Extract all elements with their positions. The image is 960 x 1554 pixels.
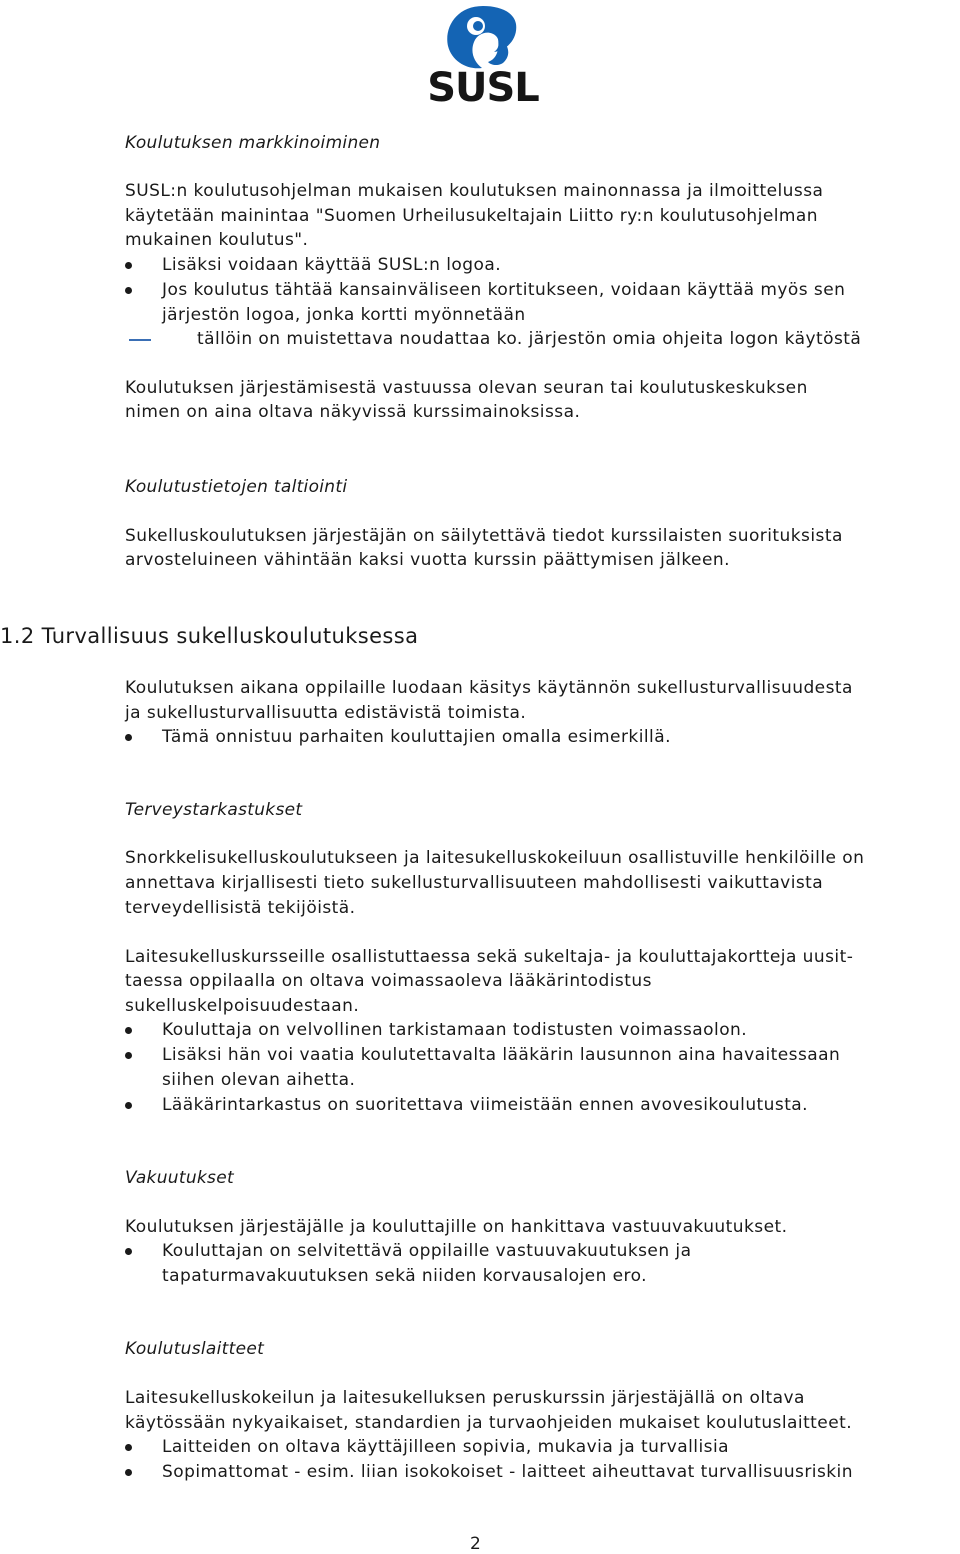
list-item-text-continued: järjestön logoa, jonka kortti myönnetään xyxy=(162,305,526,325)
list-item-text: Jos koulutus tähtää kansainväliseen kortitukseen, voidaan käyttää myös sen xyxy=(162,280,846,300)
section-title-equipment: Koulutuslaitteet xyxy=(125,1339,265,1359)
paragraph-line: Koulutuksen aikana oppilaille luodaan käsitys käytännön sukellusturvallisuudesta xyxy=(125,678,853,698)
logo-text: SUSL xyxy=(427,65,539,111)
section-heading-safety: 1.2 Turvallisuus sukelluskoulutuksessa xyxy=(0,624,419,648)
bullet-icon xyxy=(125,1027,132,1034)
list-item-text: Lääkärintarkastus on suoritettava viimeistään ennen avovesikoulutusta. xyxy=(162,1095,809,1115)
dash-icon xyxy=(129,339,151,341)
bullet-icon xyxy=(125,1469,132,1476)
paragraph-line: Koulutuksen järjestämisestä vastuussa olevan seuran tai koulutuskeskuksen xyxy=(125,378,808,398)
paragraph-line: käytetään mainintaa "Suomen Urheilusukeltajain Liitto ry:n koulutusohjelman xyxy=(125,206,819,226)
list-item-text: Kouluttajan on selvitettävä oppilaille vastuuvakuutuksen ja xyxy=(162,1241,692,1261)
paragraph-line: SUSL:n koulutusohjelman mukaisen koulutuksen mainonnassa ja ilmoittelussa xyxy=(125,181,824,201)
list-item-text-continued: siihen olevan aihetta. xyxy=(162,1070,356,1090)
list-item-text: Sopimattomat - esim. liian isokokoiset - laitteet aiheuttavat turvallisuusriskin xyxy=(162,1462,853,1482)
bullet-icon xyxy=(125,1248,132,1255)
paragraph-line: taessa oppilaalla on oltava voimassaoleva lääkärintodistus xyxy=(125,971,652,991)
bullet-icon xyxy=(125,1102,132,1109)
list-item-text-continued: tapaturmavakuutuksen sekä niiden korvausalojen ero. xyxy=(162,1266,648,1286)
list-item-text: Kouluttaja on velvollinen tarkistamaan todistusten voimassaolon. xyxy=(162,1020,748,1040)
paragraph-line: Snorkkelisukelluskoulutukseen ja laitesukelluskokeiluun osallistuville henkilöille on xyxy=(125,848,865,868)
paragraph-line: Sukelluskoulutuksen järjestäjän on säilytettävä tiedot kurssilaisten suorituksista xyxy=(125,526,843,546)
paragraph-line: nimen on aina oltava näkyvissä kurssimainoksissa. xyxy=(125,402,581,422)
susl-logo xyxy=(416,2,550,111)
paragraph-line: sukelluskelpoisuudestaan. xyxy=(125,996,360,1016)
bullet-icon xyxy=(125,287,132,294)
bullet-icon xyxy=(125,1052,132,1059)
susl-logo-emblem-icon xyxy=(416,2,550,72)
paragraph-line: annettava kirjallisesti tieto sukellusturvallisuuteen mahdollisesti vaikuttavista xyxy=(125,873,824,893)
list-item-text: Laitteiden on oltava käyttäjilleen sopivia, mukavia ja turvallisia xyxy=(162,1437,729,1457)
bullet-icon xyxy=(125,734,132,741)
sub-list-item-text: tällöin on muistettava noudattaa ko. järjestön omia ohjeita logon käytöstä xyxy=(197,329,862,349)
section-title-health: Terveystarkastukset xyxy=(125,800,303,820)
paragraph-line: arvosteluineen vähintään kaksi vuotta kurssin päättymisen jälkeen. xyxy=(125,550,730,570)
paragraph-line: käytössään nykyaikaiset, standardien ja turvaohjeiden mukaiset koulutuslaitteet. xyxy=(125,1413,853,1433)
page-number: 2 xyxy=(470,1534,481,1554)
section-title-marketing: Koulutuksen markkinoiminen xyxy=(125,133,381,153)
bullet-icon xyxy=(125,1444,132,1451)
paragraph-line: Laitesukelluskursseille osallistuttaessa sekä sukeltaja- ja kouluttajakortteja uusit- xyxy=(125,947,854,967)
paragraph-line: Laitesukelluskokeilun ja laitesukelluksen peruskurssin järjestäjällä on oltava xyxy=(125,1388,805,1408)
bullet-icon xyxy=(125,262,132,269)
paragraph-line: mukainen koulutus". xyxy=(125,230,309,250)
section-title-insurance: Vakuutukset xyxy=(125,1168,234,1188)
paragraph-line: ja sukellusturvallisuutta edistävistä toimista. xyxy=(125,703,527,723)
paragraph-line: terveydellisistä tekijöistä. xyxy=(125,898,356,918)
paragraph-line: Koulutuksen järjestäjälle ja kouluttajille on hankittava vastuuvakuutukset. xyxy=(125,1217,788,1237)
section-title-records: Koulutustietojen taltiointi xyxy=(125,477,348,497)
list-item-text: Lisäksi hän voi vaatia koulutettavalta lääkärin lausunnon aina havaitessaan xyxy=(162,1045,841,1065)
list-item-text: Tämä onnistuu parhaiten kouluttajien omalla esimerkillä. xyxy=(162,727,671,747)
list-item-text: Lisäksi voidaan käyttää SUSL:n logoa. xyxy=(162,255,502,275)
